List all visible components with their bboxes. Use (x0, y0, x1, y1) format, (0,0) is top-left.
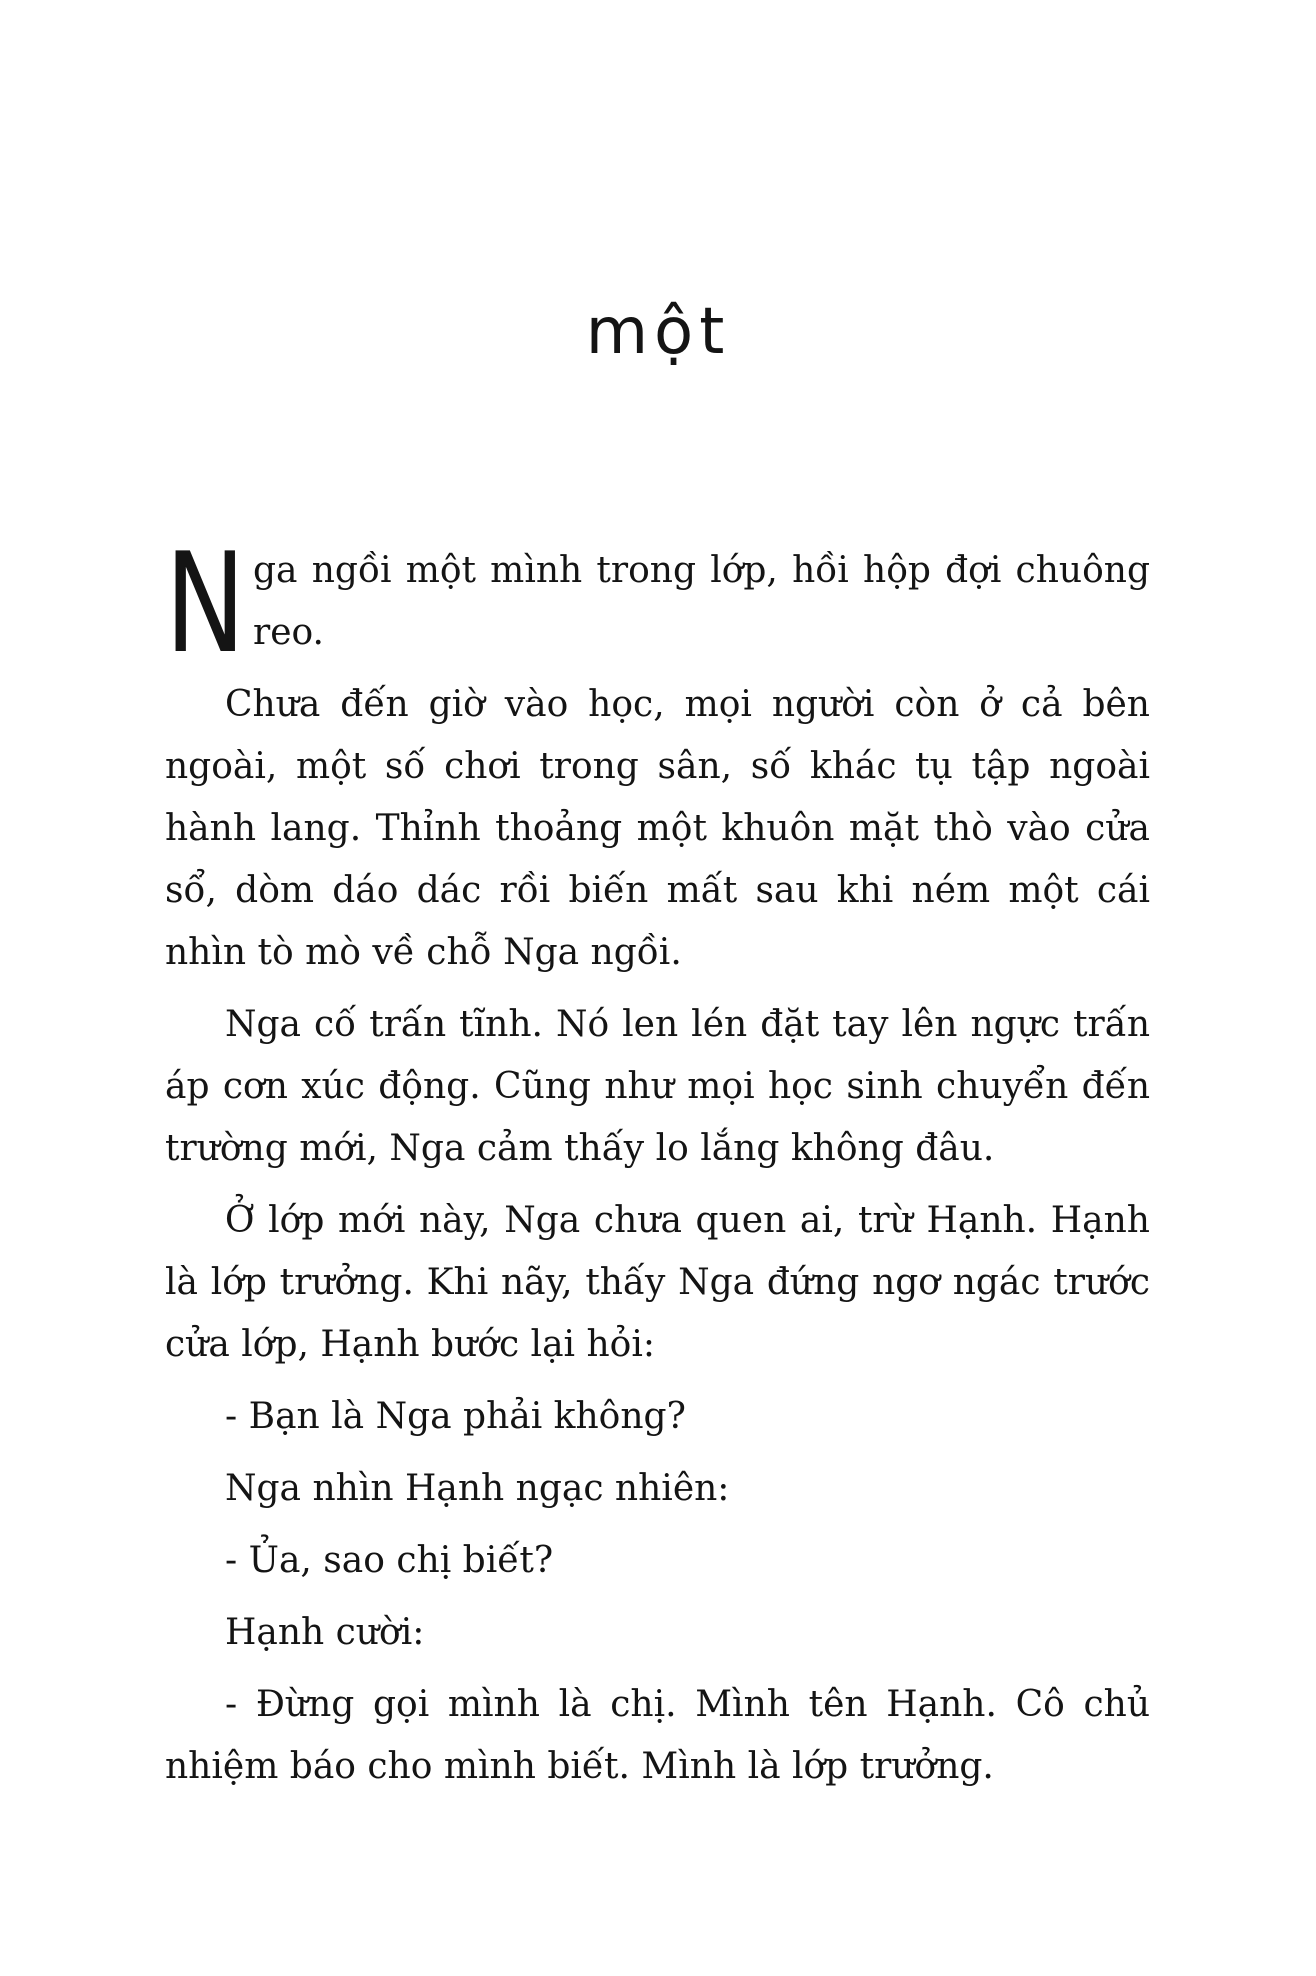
dialogue-line: - Đừng gọi mình là chị. Mình tên Hạnh. Cô chủ nhiệm báo cho mình biết. Mình là lớp trưởng. (165, 1684, 1150, 1787)
dialogue-line: - Bạn là Nga phải không? (225, 1396, 686, 1437)
paragraph: Nga nhìn Hạnh ngạc nhiên: (225, 1468, 730, 1509)
chapter-title: một (585, 295, 731, 369)
chapter-body (165, 523, 1150, 1798)
paragraph: Nga cố trấn tĩnh. Nó len lén đặt tay lên ngực trấn áp cơn xúc động. Cũng như mọi học sinh chuyển đến trường mới, Nga cảm thấy lo lắng không đâu. (165, 1004, 1150, 1169)
dialogue-line: - Ủa, sao chị biết? (225, 1540, 554, 1581)
paragraph: Chưa đến giờ vào học, mọi người còn ở cả bên ngoài, một số chơi trong sân, số khác tụ tập ngoài hành lang. Thỉnh thoảng một khuôn mặt thò vào cửa sổ, dòm dáo dác rồi biến mất sau khi ném một cái nhìn tò mò về chỗ Nga ngồi. (165, 684, 1150, 973)
paragraph: Hạnh cười: (225, 1612, 425, 1653)
opening-text: ga ngồi một mình trong lớp, hồi hộp đợi chuông reo. (253, 550, 1150, 653)
paragraph: Ở lớp mới này, Nga chưa quen ai, trừ Hạnh. Hạnh là lớp trưởng. Khi nãy, thấy Nga đứng ngơ ngác trước cửa lớp, Hạnh bước lại hỏi: (165, 1200, 1150, 1365)
opening-paragraph (165, 523, 1150, 684)
drop-cap: N (165, 523, 246, 684)
